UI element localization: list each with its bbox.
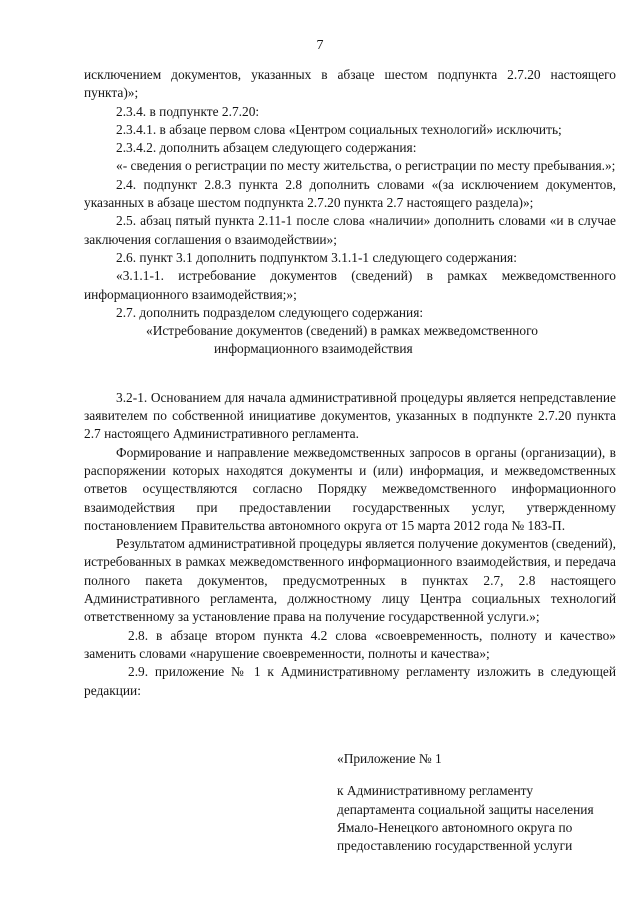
annex-line: предоставлению государственной услуги bbox=[337, 838, 573, 854]
paragraph: 2.7. дополнить подразделом следующего содержания: bbox=[116, 304, 424, 320]
paragraph: 2.3.4.2. дополнить абзацем следующего содержания: bbox=[116, 140, 417, 156]
annex-block bbox=[337, 750, 617, 855]
paragraph: «3.1.1-1. истребование документов (сведений) в рамках межведомственного информационного взаимодействия;»; bbox=[84, 268, 616, 302]
paragraph: 2.3.4.1. в абзаце первом слова «Центром социальных технологий» исключить; bbox=[116, 121, 562, 137]
paragraph: 2.6. пункт 3.1 дополнить подпунктом 3.1.1-1 следующего содержания: bbox=[116, 249, 517, 265]
paragraph: «- сведения о регистрации по месту жительства, о регистрации по месту пребывания.»; bbox=[116, 158, 616, 174]
paragraph: 2.5. абзац пятый пункта 2.11-1 после слова «наличии» дополнить словами «и в случае заключения соглашения о взаимодействии»; bbox=[84, 213, 616, 247]
paragraph: 3.2-1. Основанием для начала административной процедуры является непредставление заявителем по собственной инициативе документов, указанных в подпункте 2.7.20 пункта 2.7 настоящего Административного регламента. bbox=[84, 389, 616, 442]
paragraph: 2.3.4. в подпункте 2.7.20: bbox=[116, 103, 260, 119]
section-heading-line: «Истребование документов (сведений) в рамках межведомственного bbox=[146, 323, 538, 339]
annex-line: департамента социальной защиты населения bbox=[337, 801, 594, 817]
paragraph: 2.9. приложение № 1 к Административному регламенту изложить в следующей редакции: bbox=[84, 664, 616, 698]
annex-line: Ямало-Ненецкого автономного округа по bbox=[337, 819, 573, 835]
paragraph: Результатом административной процедуры является получение документов (сведений), истребованных в рамках межведомственного информационного взаимодействия, и передача полного пакета документов, предусмотренных в пунктах 2.7, 2.8 настоящего Административного регламента, должностному лицу Центра социальных технологий ответственному за установление права на получение государственной услуги.»; bbox=[84, 536, 616, 625]
paragraph: исключением документов, указанных в абзаце шестом подпункта 2.7.20 настоящего пункта)»; bbox=[84, 67, 616, 101]
paragraph: 2.4. подпункт 2.8.3 пункта 2.8 дополнить словами «(за исключением документов, указанных в абзаце шестом подпункта 2.7.20 пункта 2.7 настоящего раздела)»; bbox=[84, 176, 616, 211]
document-body bbox=[84, 66, 616, 700]
annex-title: «Приложение № 1 bbox=[337, 751, 442, 766]
section-heading-line: информационного взаимодействия bbox=[214, 341, 413, 357]
page-number: 7 bbox=[316, 38, 324, 53]
paragraph: 2.8. в абзаце втором пункта 4.2 слова «своевременность, полноту и качество» заменить словами «нарушение своевременности, полноты и качества»; bbox=[84, 627, 616, 661]
annex-line: к Административному регламенту bbox=[337, 783, 534, 799]
paragraph: Формирование и направление межведомственных запросов в органы (организации), в распоряжении которых находятся документы и (или) информация, и межведомственных ответов осуществляются согласно Порядку межведомственного информационного взаимодействия при предоставлении государственных услуг, утвержденному постановлением Правительства автономного округа от 15 марта 2012 года № 183-П. bbox=[84, 444, 616, 533]
